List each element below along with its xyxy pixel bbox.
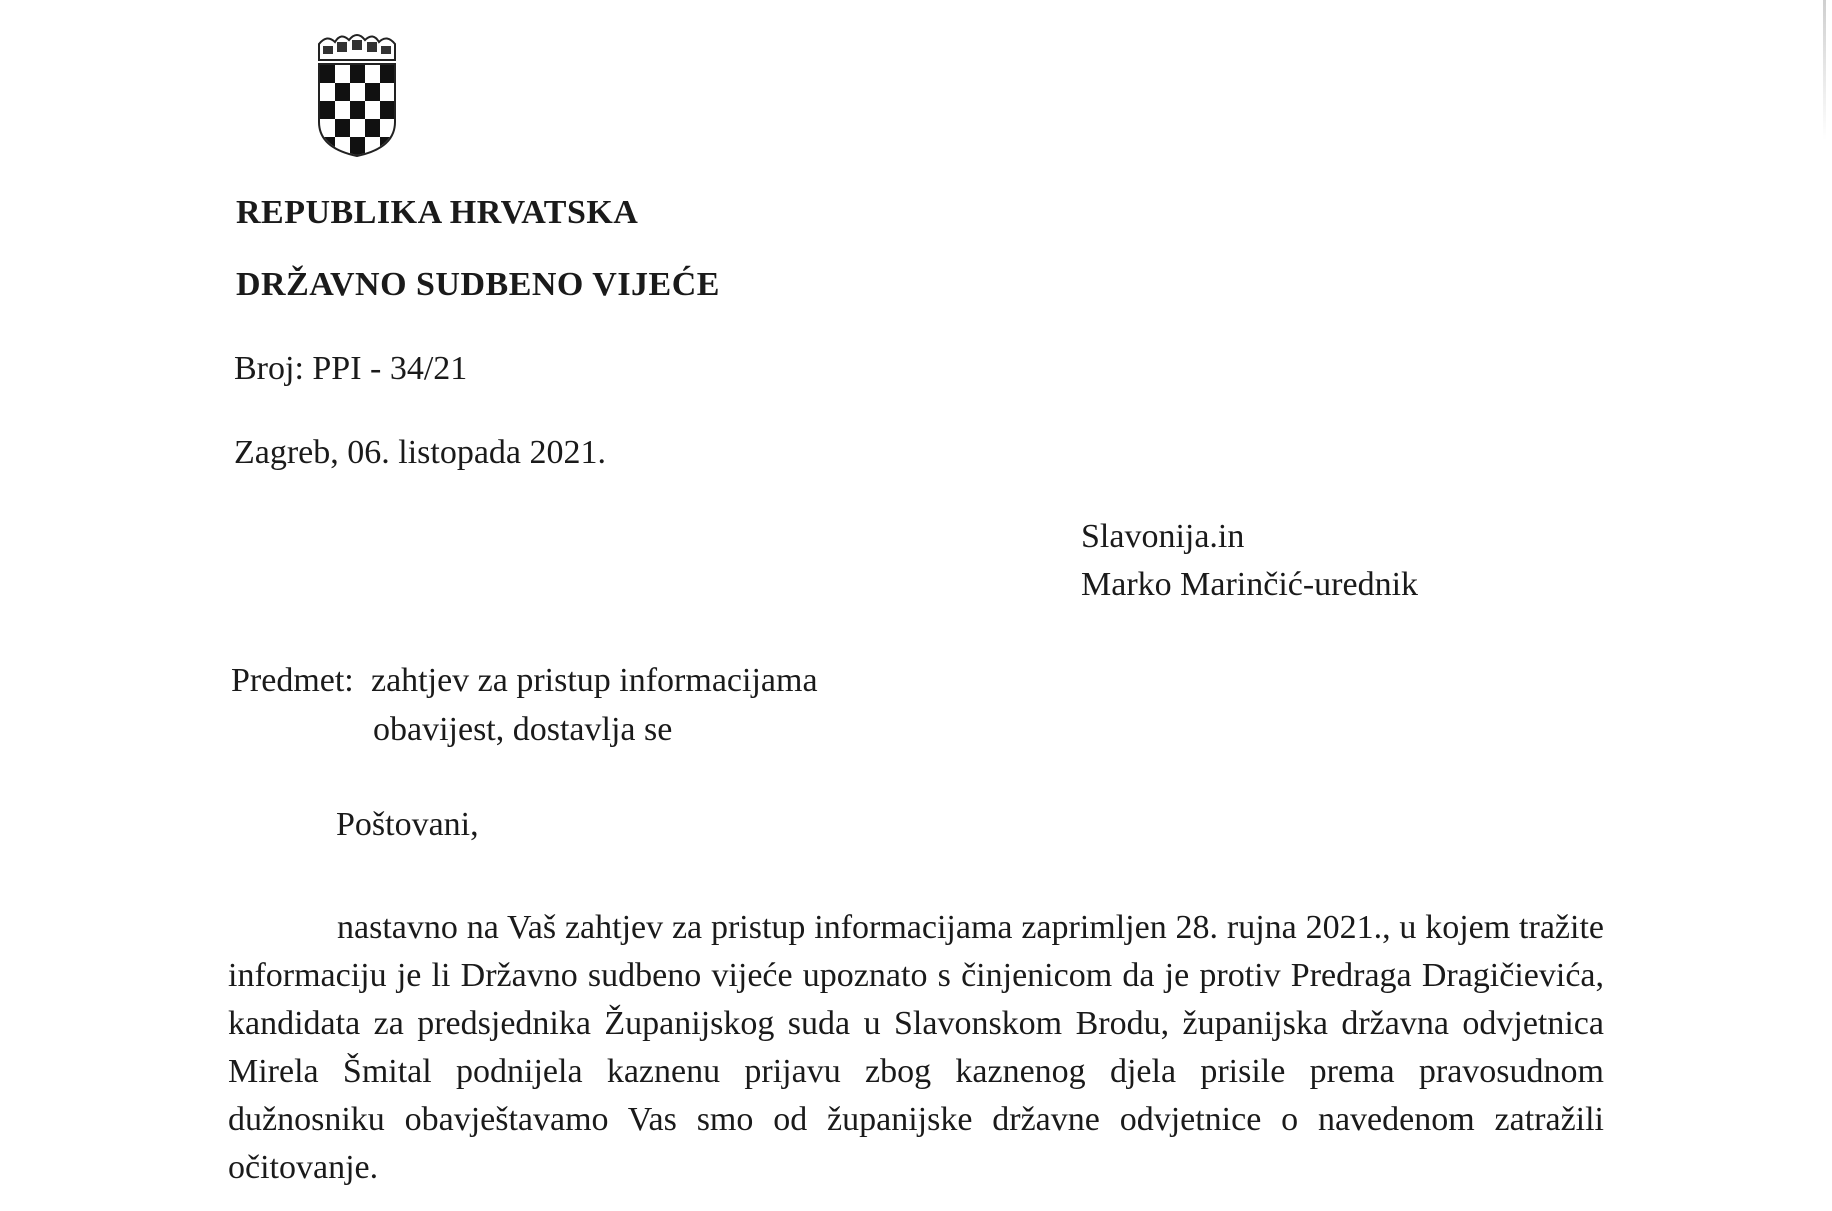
recipient-name: Slavonija.in xyxy=(1081,518,1245,555)
greeting: Poštovani, xyxy=(336,806,479,843)
header-republic: REPUBLIKA HRVATSKA xyxy=(236,194,639,231)
subject-line-1: zahtjev za pristup informacijama xyxy=(371,662,818,699)
scan-edge-shadow xyxy=(1823,0,1826,140)
subject-line-2: obavijest, dostavlja se xyxy=(373,711,673,748)
header-council: DRŽAVNO SUDBENO VIJEĆE xyxy=(236,266,720,303)
place-and-date: Zagreb, 06. listopada 2021. xyxy=(234,434,607,471)
croatian-coat-of-arms-icon xyxy=(313,30,401,158)
subject-label: Predmet: xyxy=(231,662,354,699)
body-paragraph: nastavno na Vaš zahtjev za pristup informacijama zaprimljen 28. rujna 2021., u kojem tražite informaciju je li Državno sudbeno vijeće upoznato s činjenicom da je protiv Predraga Dragičievića, kandidata za predsjednika Županijskog suda u Slavonskom Brodu, županijska državna odvjetnica Mirela Šmital podnijela kaznenu prijavu zbog kaznenog djela prisile prema pravosudnom dužnosniku obavještavamo Vas smo od županijske državne odvjetnice o navedenom zatražili očitovanje. xyxy=(228,909,1604,1186)
document-number: Broj: PPI - 34/21 xyxy=(234,350,468,387)
recipient-person: Marko Marinčić-urednik xyxy=(1081,566,1419,603)
